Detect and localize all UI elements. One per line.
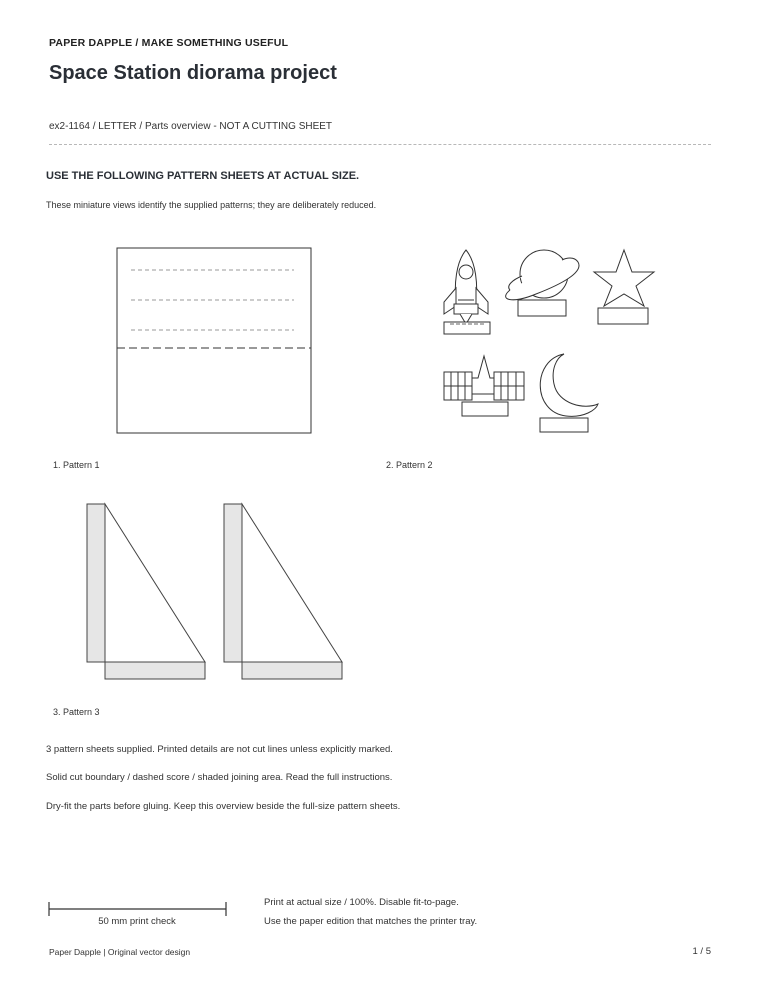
header-divider (49, 144, 711, 145)
section-heading: USE THE FOLLOWING PATTERN SHEETS AT ACTUAL SIZE. (46, 170, 360, 182)
pattern-2-caption: 2. Pattern 2 (386, 460, 433, 470)
triangle-stand-right (224, 504, 342, 679)
satellite-icon (444, 356, 524, 416)
footer-credit: Paper Dapple | Original vector design (49, 947, 191, 957)
pattern-3-caption: 3. Pattern 3 (53, 707, 100, 717)
triangle-stand-left (87, 504, 205, 679)
page-title: Space Station diorama project (49, 62, 337, 84)
star-icon (594, 250, 654, 324)
pattern-3-thumbnail (84, 502, 348, 684)
document-meta: ex2-1164 / LETTER / Parts overview - NOT A CUTTING SHEET (49, 121, 333, 132)
planet-icon (506, 250, 579, 316)
note-sheets-supplied: 3 pattern sheets supplied. Printed details are not cut lines unless explicitly marked. (46, 744, 393, 755)
print-check-label: 50 mm print check (98, 916, 176, 927)
print-instruction-scale: Print at actual size / 100%. Disable fit-to-page. (264, 897, 459, 908)
brand-line: PAPER DAPPLE / MAKE SOMETHING USEFUL (49, 37, 289, 49)
rocket-icon (444, 250, 490, 334)
page-number: 1 / 5 (692, 946, 711, 957)
moon-icon (540, 354, 598, 432)
pattern-1-caption: 1. Pattern 1 (53, 460, 100, 470)
print-instruction-paper: Use the paper edition that matches the printer tray. (264, 916, 478, 927)
note-dry-fit: Dry-fit the parts before gluing. Keep this overview beside the full-size pattern sheets. (46, 801, 401, 812)
note-line-legend: Solid cut boundary / dashed score / shaded joining area. Read the full instructions. (46, 772, 393, 783)
section-intro: These miniature views identify the supplied patterns; they are deliberately reduced. (46, 200, 377, 210)
pattern-2-thumbnail (436, 244, 660, 436)
pattern-1-thumbnail (114, 246, 314, 436)
